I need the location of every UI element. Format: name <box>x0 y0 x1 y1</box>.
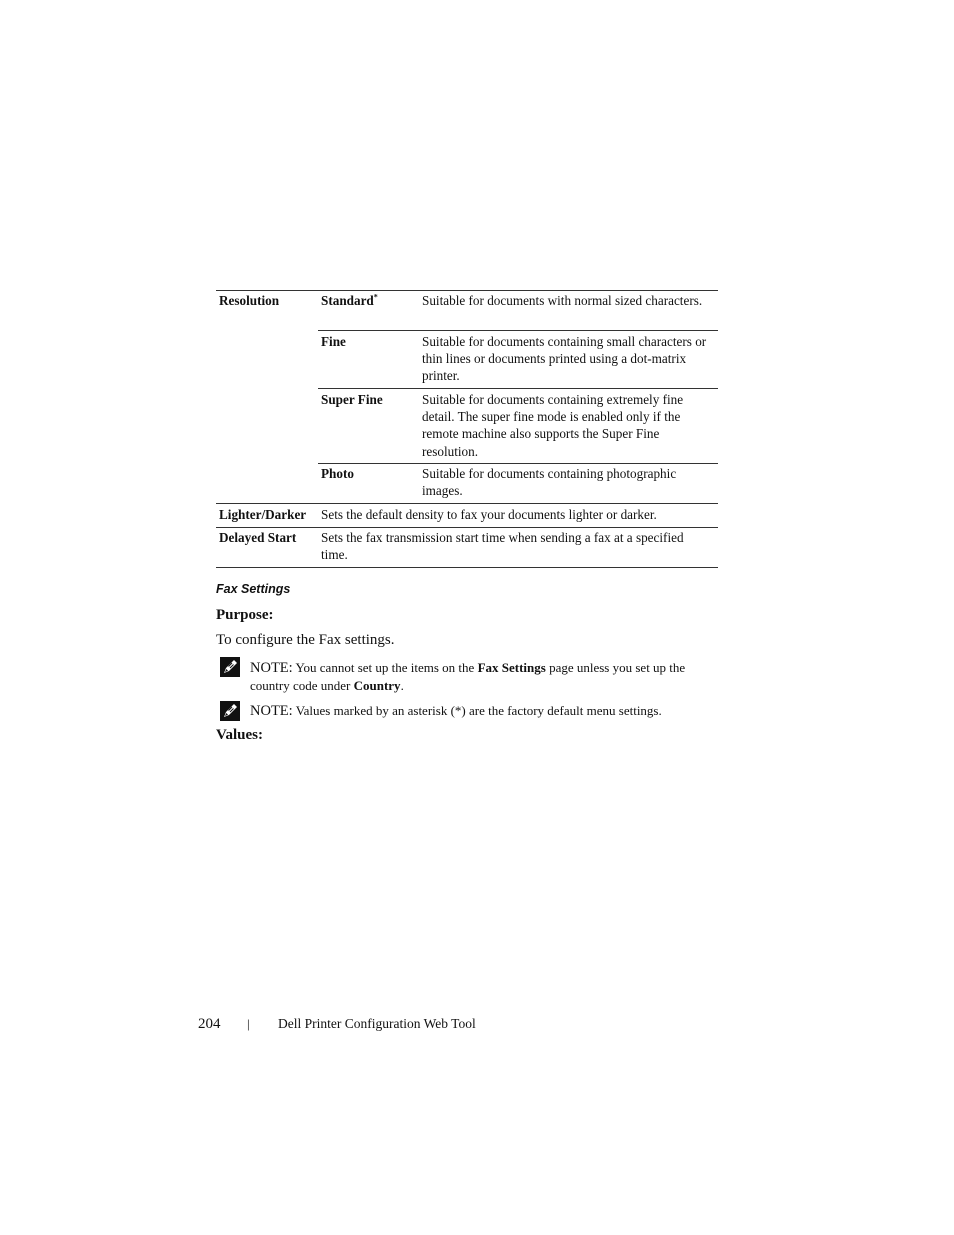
note-bold-country: Country <box>353 678 401 693</box>
row-label-lighter-darker: Lighter/Darker <box>219 507 307 522</box>
note-label: NOTE: <box>250 660 293 676</box>
note-text-part: Values marked by an asterisk (*) are the factory default menu settings. <box>292 703 662 718</box>
page-number: 204 <box>198 1016 221 1032</box>
row-label-resolution: Resolution <box>219 293 280 308</box>
note-asterisk-default <box>250 702 720 720</box>
delayed-start-desc: Sets the fax transmission start time when sending a fax at a specified time. <box>321 530 684 563</box>
footer-doc-title: Dell Printer Configuration Web Tool <box>278 1016 476 1031</box>
section-title: Fax Settings <box>216 582 291 596</box>
purpose-text: To configure the Fax settings. <box>216 632 395 648</box>
row-divider <box>318 330 718 331</box>
note-label: NOTE: <box>250 703 293 719</box>
default-asterisk: * <box>373 292 378 302</box>
option-photo-desc: Suitable for documents containing photographic images. <box>422 466 677 499</box>
row-divider <box>216 503 718 504</box>
row-divider <box>318 463 718 464</box>
table-top-rule <box>216 290 718 291</box>
option-fine-desc: Suitable for documents containing small characters or thin lines or documents printed using a dot-matrix printer. <box>422 334 707 384</box>
option-super-fine: Super Fine <box>321 392 383 407</box>
footer-separator: | <box>247 1016 250 1031</box>
note-text-part: page unless you set up the country code under <box>250 660 686 693</box>
purpose-label: Purpose: <box>216 607 274 623</box>
option-standard-label: Standard <box>321 293 374 308</box>
note-pencil-icon <box>220 657 240 677</box>
note-text-part: You cannot set up the items on the <box>292 660 478 675</box>
row-divider <box>318 388 718 389</box>
row-divider <box>216 527 718 528</box>
option-fine: Fine <box>321 334 346 349</box>
note-pencil-icon <box>220 701 240 721</box>
values-label: Values: <box>216 727 263 743</box>
note-text-part: . <box>400 678 404 693</box>
option-standard-desc: Suitable for documents with normal sized characters. <box>422 293 703 308</box>
note-fax-settings <box>250 659 720 694</box>
table-bottom-rule <box>216 567 718 568</box>
option-super-fine-desc: Suitable for documents containing extremely fine detail. The super fine mode is enabled only if the remote machine also supports the Super Fine resolution. <box>422 392 684 459</box>
lighter-darker-desc: Sets the default density to fax your documents lighter or darker. <box>321 507 657 522</box>
option-standard <box>321 292 378 309</box>
option-photo: Photo <box>321 466 354 481</box>
row-label-delayed-start: Delayed Start <box>219 530 297 545</box>
note-bold-fax-settings: Fax Settings <box>477 660 546 675</box>
